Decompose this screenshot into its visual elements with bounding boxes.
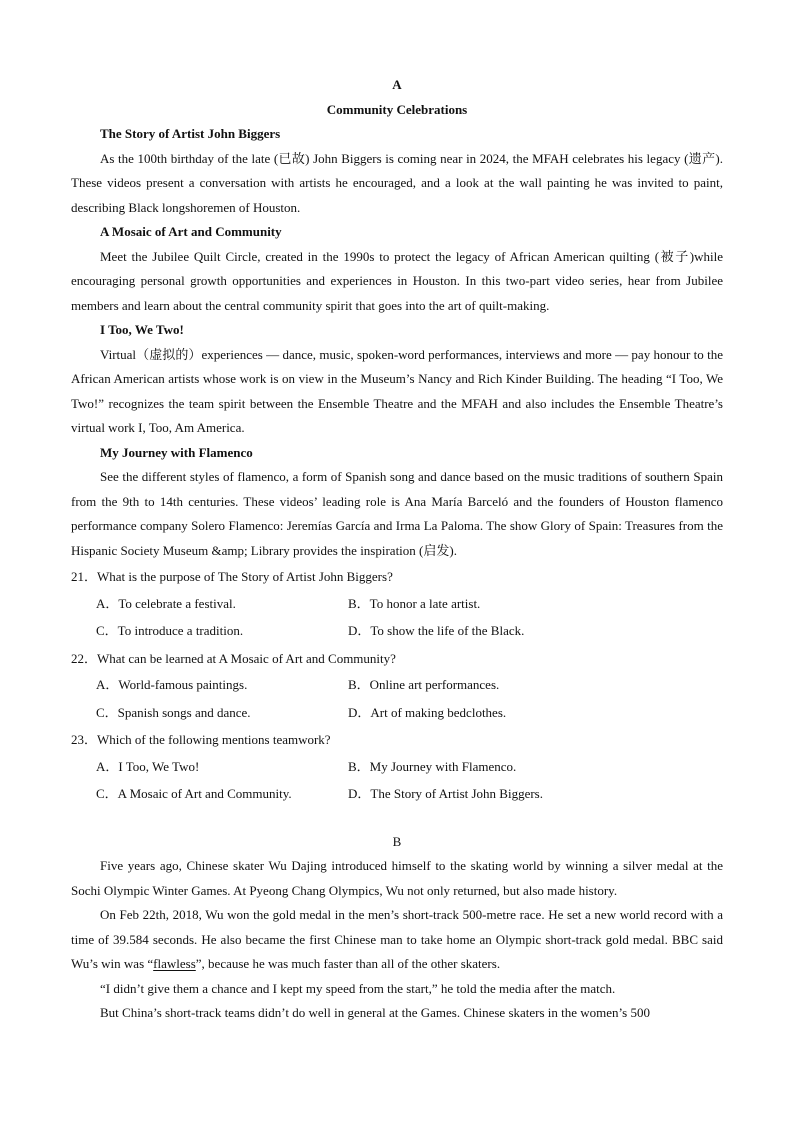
- paragraph-b-2: [71, 903, 723, 977]
- heading-i-too: I Too, We Two!: [100, 322, 184, 337]
- option-22-c: C．Spanish songs and dance.: [96, 704, 251, 720]
- paragraph-b-2-start: On Feb 22th, 2018, Wu won the gold medal in the men’s short-track 500-metre race. He set a new world record with a time of 39.584 seconds. He also became the first Chinese man to take home an Olympic short-track gold medal. BBC said Wu’s win was “: [71, 907, 723, 971]
- paragraph-b-1: Five years ago, Chinese skater Wu Dajing introduced himself to the skating world by winning a silver medal at the Sochi Olympic Winter Games. At Pyeong Chang Olympics, Wu not only returned, but also made history.: [71, 858, 723, 898]
- question-21: 21．What is the purpose of The Story of Artist John Biggers?: [71, 569, 393, 584]
- option-23-c: C．A Mosaic of Art and Community.: [96, 786, 292, 801]
- section-letter-a: A: [392, 77, 402, 92]
- paragraph-john-biggers: As the 100th birthday of the late (已故) John Biggers is coming near in 2024, the MFAH celebrates his legacy (遗产). These videos present a conversation with artists he encouraged, and a look at the wall painting he was invited to paint, describing Black longshoremen of Houston.: [71, 150, 723, 215]
- question-22-options: [71, 671, 723, 726]
- heading-mosaic: A Mosaic of Art and Community: [100, 224, 282, 239]
- heading-john-biggers: The Story of Artist John Biggers: [100, 126, 281, 141]
- section-spacer: [71, 808, 723, 830]
- option-22-a: A．World-famous paintings.: [96, 677, 248, 692]
- option-23-b: B．My Journey with Flamenco.: [348, 758, 517, 774]
- option-23-d: D．The Story of Artist John Biggers.: [348, 786, 543, 801]
- paragraph-i-too: Virtual（虚拟的）experiences — dance, music, spoken-word performances, interviews and more — pay honour to the African American artists whose work is on view in the Museum’s Nancy and Rich Kinder Building. The heading “I Too, We Two!” recognizes the team spirit between the Ensemble Theatre and the MFAH and also includes the Ensemble Theatre’s virtual work I, Too, Am America.: [71, 346, 723, 435]
- paragraph-b-2-end: ”, because he was much faster than all of the other skaters.: [195, 956, 501, 971]
- section-letter-b: B: [392, 833, 402, 849]
- question-21-options: [71, 590, 723, 645]
- option-21-b: B．To honor a late artist.: [348, 595, 481, 611]
- paragraph-flamenco: See the different styles of flamenco, a form of Spanish song and dance based on the music traditions of southern Spain from the 9th to 14th centuries. These videos’ leading role is Ana María Barceló and the founders of Houston flamenco performance company Solero Flamenco: Jeremías García and Irma La Paloma. The show Glory of Spain: Treasures from the Hispanic Society Museum &amp; Library provides the inspiration (启发).: [71, 469, 723, 558]
- paragraph-b-4: But China’s short-track teams didn’t do well in general at the Games. Chinese skaters in the women’s 500: [100, 1005, 650, 1020]
- option-22-b: B．Online art performances.: [348, 677, 500, 692]
- option-21-a: A．To celebrate a festival.: [96, 595, 236, 611]
- document-page: [71, 73, 723, 1026]
- option-21-d: D．To show the life of the Black.: [348, 623, 525, 638]
- heading-flamenco: My Journey with Flamenco: [100, 444, 253, 460]
- paragraph-mosaic: Meet the Jubilee Quilt Circle, created in the 1990s to protect the legacy of African American quilting (被子)while encouraging personal growth opportunities and experiences in Houston. In this two-part video series, hear from Jubilee members and learn about the central community spirit that goes into the art of quilt-making.: [71, 248, 723, 313]
- question-23: 23．Which of the following mentions teamwork?: [71, 732, 331, 747]
- question-23-options: [71, 753, 723, 808]
- option-23-a: A．I Too, We Two!: [96, 758, 200, 774]
- option-22-d: D．Art of making bedclothes.: [348, 704, 507, 720]
- question-22: 22．What can be learned at A Mosaic of Art and Community?: [71, 650, 396, 666]
- underlined-word-flawless: flawless: [153, 956, 196, 971]
- paragraph-b-3: “I didn’t give them a chance and I kept my speed from the start,” he told the media after the match.: [100, 980, 616, 996]
- section-title: Community Celebrations: [326, 101, 468, 117]
- option-21-c: C．To introduce a tradition.: [96, 623, 244, 638]
